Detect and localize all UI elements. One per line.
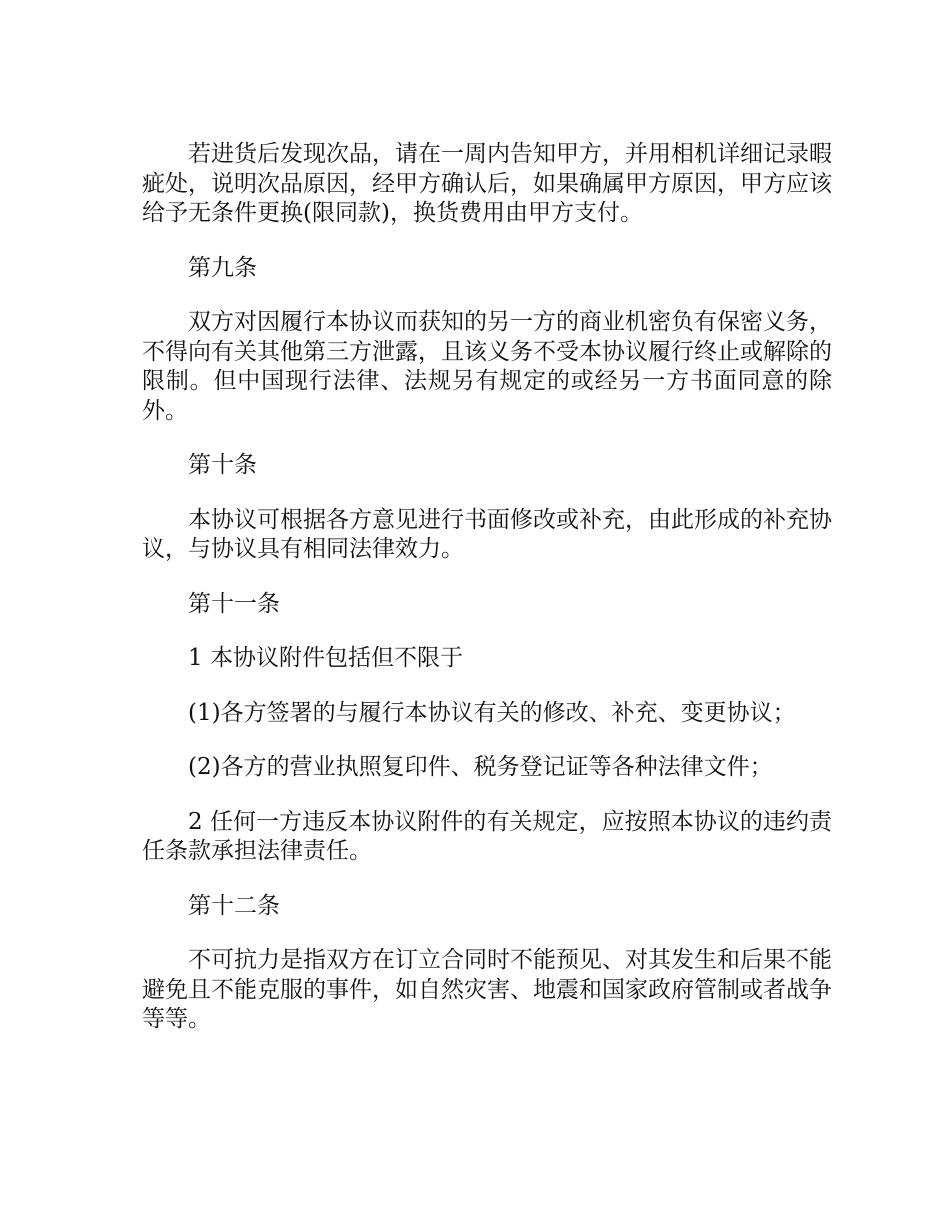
paragraph-confidentiality: 双方对因履行本协议而获知的另一方的商业机密负有保密义务，不得向有关其他第三方泄露，且该义务不受本协议履行终止或解除的限制。但中国现行法律、法规另有规定的或经另一方书面同意的除外。 (142, 309, 832, 424)
paragraph-attachments-intro: 1 本协议附件包括但不限于 (188, 645, 463, 671)
paragraph-attachment-item-2: (2)各方的营业执照复印件、税务登记证等各种法律文件； (188, 754, 773, 780)
paragraph-force-majeure: 不可抗力是指双方在订立合同时不能预见、对其发生和后果不能避免且不能克服的事件，如自然灾害、地震和国家政府管制或者战争等等。 (142, 947, 832, 1032)
paragraph-defective-goods: 若进货后发现次品，请在一周内告知甲方，并用相机详细记录暇疵处，说明次品原因，经甲方确认后，如果确属甲方原因，甲方应该给予无条件更换(限同款)，换货费用由甲方支付。 (142, 141, 832, 226)
article-heading-10: 第十条 (188, 452, 257, 478)
paragraph-attachment-liability: 2 任何一方违反本协议附件的有关规定，应按照本协议的违约责任条款承担法律责任。 (142, 808, 832, 864)
article-heading-9: 第九条 (188, 254, 257, 281)
paragraph-attachment-item-1: (1)各方签署的与履行本协议有关的修改、补充、变更协议； (188, 699, 796, 726)
paragraph-amendment: 本协议可根据各方意见进行书面修改或补充，由此形成的补充协议，与协议具有相同法律效力。 (142, 506, 832, 562)
article-heading-11: 第十一条 (188, 590, 280, 617)
document-page (142, 140, 832, 1060)
article-heading-12: 第十二条 (188, 892, 280, 919)
